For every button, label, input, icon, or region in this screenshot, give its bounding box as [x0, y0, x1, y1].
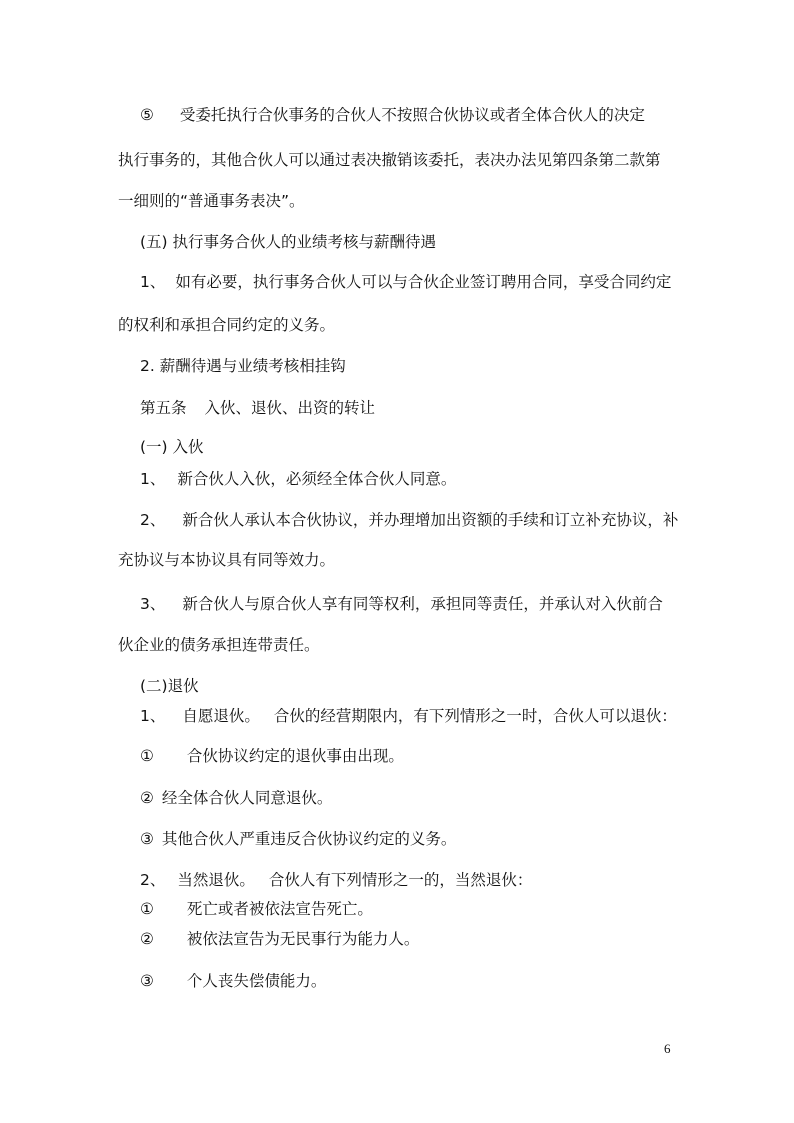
withdrawal-item-1 — [140, 706, 677, 726]
item-marker: 1、 — [140, 273, 166, 291]
paragraph-text: 新合伙人与原合伙人享有同等权利，承担同等责任，并承认对入伙前合 — [182, 595, 663, 613]
item-marker: ⑤ — [140, 106, 154, 124]
article-5-heading — [140, 398, 375, 418]
item-marker: 1、 — [140, 470, 166, 488]
item-marker: ③ — [140, 972, 154, 990]
paragraph-text: 合伙的经营期限内，有下列情形之一时，合伙人可以退伙： — [273, 707, 677, 725]
item-marker: 2、 — [140, 511, 166, 529]
paragraph-text: 个人丧失偿债能力。 — [186, 972, 327, 990]
automatic-case-3 — [140, 971, 326, 991]
voluntary-case-1 — [140, 746, 404, 766]
item-1-line-1 — [140, 272, 671, 292]
paragraph-5-line-2: 执行事务的，其他合伙人可以通过表决撤销该委托，表决办法见第四条第二款第 — [118, 151, 661, 169]
admission-item-3-line-2: 伙企业的债务承担连带责任。 — [118, 636, 320, 654]
paragraph-text: 合伙人有下列情形之一的，当然退伙： — [268, 871, 533, 889]
paragraph-text: 经全体合伙人同意退伙。 — [161, 789, 333, 807]
admission-item-2-line-1 — [140, 510, 678, 530]
item-marker: 3、 — [140, 595, 166, 613]
item-marker: ③ — [140, 830, 154, 848]
article-title: 入伙、退伙、出资的转让 — [204, 399, 376, 417]
admission-item-1 — [140, 469, 456, 489]
item-title: 自愿退伙。 — [182, 707, 260, 725]
subsection-heading-admission: (一) 入伙 — [140, 438, 204, 456]
paragraph-5-line-1 — [140, 105, 645, 125]
item-marker: ② — [140, 930, 154, 948]
paragraph-text: 新合伙人承认本合伙协议，并办理增加出资额的手续和订立补充协议，补 — [182, 511, 679, 529]
item-2: 2. 薪酬待遇与业绩考核相挂钩 — [140, 357, 346, 375]
section-heading-5: (五) 执行事务合伙人的业绩考核与薪酬待遇 — [140, 233, 437, 251]
paragraph-text: 如有必要，执行事务合伙人可以与合伙企业签订聘用合同，享受合同约定 — [175, 273, 672, 291]
item-1-line-2: 的权利和承担合同约定的义务。 — [118, 316, 336, 334]
item-marker: ① — [140, 900, 154, 918]
article-number: 第五条 — [140, 399, 187, 417]
item-title: 当然退伙。 — [177, 871, 255, 889]
automatic-case-2 — [140, 929, 419, 949]
withdrawal-item-2 — [140, 870, 532, 890]
voluntary-case-2 — [140, 788, 332, 808]
paragraph-5-line-3: 一细则的“普通事务表决”。 — [118, 192, 305, 210]
voluntary-case-3 — [140, 829, 456, 849]
page-number: 6 — [664, 1041, 671, 1056]
paragraph-text: 受委托执行合伙事务的合伙人不按照合伙协议或者全体合伙人的决定 — [179, 106, 645, 124]
paragraph-text: 被依法宣告为无民事行为能力人。 — [186, 930, 420, 948]
paragraph-text: 其他合伙人严重违反合伙协议约定的义务。 — [161, 830, 457, 848]
paragraph-text: 合伙协议约定的退伙事由出现。 — [186, 747, 404, 765]
item-marker: ① — [140, 747, 154, 765]
subsection-heading-withdrawal: (二)退伙 — [140, 677, 199, 695]
paragraph-text: 死亡或者被依法宣告死亡。 — [186, 900, 373, 918]
admission-item-2-line-2: 充协议与本协议具有同等效力。 — [118, 551, 336, 569]
paragraph-text: 新合伙人入伙，必须经全体合伙人同意。 — [177, 470, 457, 488]
automatic-case-1 — [140, 899, 373, 919]
item-marker: ② — [140, 789, 154, 807]
admission-item-3-line-1 — [140, 594, 663, 614]
item-marker: 1、 — [140, 707, 166, 725]
item-marker: 2、 — [140, 871, 166, 889]
